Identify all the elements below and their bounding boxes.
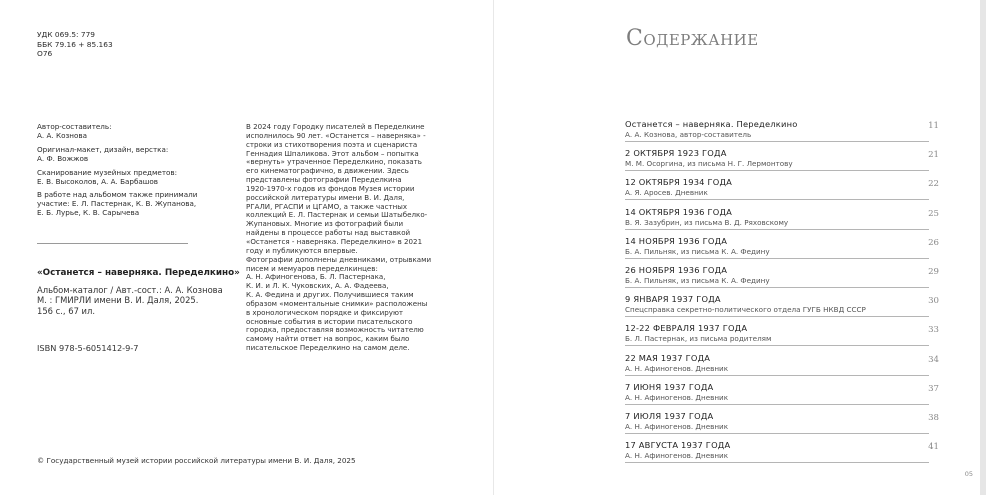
toc-entry-title: 2 ОКТЯБРЯ 1923 ГОДА [625, 148, 727, 159]
toc-entry-author: А. Н. Афиногенов. Дневник [625, 451, 729, 461]
toc-entry-title: 17 АВГУСТА 1937 ГОДА [625, 440, 731, 451]
toc-entry[interactable] [625, 207, 939, 236]
toc-entry-author: А. Н. Афиногенов. Дневник [625, 363, 729, 373]
toc-entry[interactable] [625, 440, 939, 469]
toc-entry-rule [625, 258, 929, 259]
credit-value: участие: Е. Л. Пастернак, К. В. Жупанова, [37, 199, 197, 209]
toc-entry-author: М. М. Осоргина, из письма Н. Г. Лермонтову [625, 159, 793, 169]
toc-entry-title: 12-22 ФЕВРАЛЯ 1937 ГОДА [625, 323, 748, 334]
table-of-contents [625, 119, 939, 469]
biblio-line: 156 с., 67 ил. [37, 305, 96, 316]
toc-entry[interactable] [625, 119, 939, 148]
toc-entry-author: А. А. Кознова, автор-составитель [625, 130, 752, 139]
toc-entry-rule [625, 229, 929, 230]
udk-code: УДК 069.5: 779 [37, 30, 95, 39]
toc-entry-page: 30 [928, 296, 939, 307]
toc-entry-rule [625, 345, 929, 346]
credit-compiler [37, 123, 202, 141]
page-number: 05 [964, 470, 973, 478]
toc-entry[interactable] [625, 353, 939, 382]
toc-entry-title: 14 НОЯБРЯ 1936 ГОДА [625, 235, 728, 246]
credit-label: Автор-составитель: [37, 122, 112, 131]
toc-entry-page: 26 [928, 237, 939, 248]
toc-entry-title: 22 МАЯ 1937 ГОДА [625, 352, 711, 363]
toc-entry-page: 11 [928, 121, 939, 131]
toc-entry-rule [625, 199, 929, 200]
annotation-text: В 2024 году Городку писателей в Переделкине исполнилось 90 лет. «Останется – наверняка» - строки из стихотворения поэта и сценариста Геннадия Шпаликова. Этот альбом – попытка «вернуть» утраченное Переделкино, показать его кинематографично, в движении. Здесь представлены фотографии Переделкина 1920-1970-х годов из фондов Музея истории российской литературы имени В. И. Даля, РГАЛИ, РГАСПИ и ЦГАМО, а также частных коллекций Е. Л. Пастернак и семьи Шатыбелко- Жупановых. Многие из фотографий были найдены в процессе работы над выставкой «Останется - наверняка. Переделкино» в 2021 году и публикуются впервые. Фотографии дополнены дневниками, отрывками писем и мемуаров переделкинцев: А. Н. Афиногенова, Б. Л. Пастернака, К. И. и Л. К. Чуковских, А. А. Фадеева, К. А. Федина и других. Получившиеся таким образом «моментальные снимки» расположены в хронологическом порядке и фиксируют основные события в истории писательского городка, предоставляя возможность читателю самому найти ответ на вопрос, каким было писательское Переделкино на самом деле. [246, 122, 432, 353]
credit-participants [37, 191, 202, 218]
right-page [493, 0, 986, 495]
author-mark: О76 [37, 49, 53, 58]
credit-scanning [37, 169, 202, 187]
toc-entry[interactable] [625, 265, 939, 294]
toc-entry[interactable] [625, 236, 939, 265]
credits [37, 123, 202, 223]
credit-label: В работе над альбомом также принимали [37, 190, 198, 200]
toc-entry-author: Б. А. Пильняк, из письма К. А. Федину [625, 246, 770, 256]
toc-entry-title: 9 ЯНВАРЯ 1937 ГОДА [625, 294, 721, 305]
toc-entry-title: 7 ИЮНЯ 1937 ГОДА [625, 381, 714, 392]
toc-entry-page: 41 [928, 442, 939, 453]
toc-entry-title: 14 ОКТЯБРЯ 1936 ГОДА [625, 206, 733, 217]
toc-entry-title: Останется – наверняка. Переделкино [625, 119, 798, 129]
toc-entry[interactable] [625, 323, 939, 352]
toc-entry[interactable] [625, 294, 939, 323]
toc-entry-author: А. Я. Аросев. Дневник [625, 188, 708, 198]
toc-entry-rule [625, 141, 929, 142]
toc-entry[interactable] [625, 382, 939, 411]
page-edge [980, 0, 986, 495]
credit-value: Е. В. Высоколов, А. А. Барбашов [37, 176, 159, 186]
toc-entry[interactable] [625, 177, 939, 206]
toc-entry-title: 12 ОКТЯБРЯ 1934 ГОДА [625, 177, 733, 188]
bbk-code: ББК 79.16 + 85.163 [37, 39, 113, 49]
toc-entry-rule [625, 170, 929, 171]
toc-entry-author: А. Н. Афиногенов. Дневник [625, 421, 729, 431]
toc-entry[interactable] [625, 411, 939, 440]
toc-entry-author: Б. А. Пильняк, из письма К. А. Федину [625, 275, 770, 285]
book-title: «Останется – наверняка. Переделкино» [37, 268, 240, 278]
toc-entry-page: 34 [928, 354, 939, 365]
divider [37, 243, 188, 244]
toc-entry-page: 33 [928, 325, 939, 336]
toc-entry-title: 7 ИЮЛЯ 1937 ГОДА [625, 410, 714, 421]
toc-entry-page: 38 [928, 412, 939, 423]
toc-entry-rule [625, 316, 929, 317]
toc-entry-page: 25 [928, 208, 939, 219]
toc-entry-rule [625, 404, 929, 405]
credit-label: Сканирование музейных предметов: [37, 167, 178, 177]
biblio-line: М. : ГМИРЛИ имени В. И. Даля, 2025. [37, 295, 199, 306]
toc-heading: Содержание [626, 26, 759, 51]
toc-entry-author: Спецсправка секретно-политического отдела ГУГБ НКВД СССР [625, 305, 866, 315]
toc-entry-rule [625, 462, 929, 463]
isbn: ISBN 978-5-6051412-9-7 [37, 343, 139, 353]
copyright-notice: © Государственный музей истории российской литературы имени В. И. Даля, 2025 [37, 456, 356, 465]
credit-value: А. Ф. Вожжов [37, 153, 89, 163]
credit-value: Е. Б. Лурье, К. В. Сарычева [37, 208, 140, 218]
toc-entry-rule [625, 287, 929, 288]
toc-entry-rule [625, 375, 929, 376]
toc-entry-author: Б. Л. Пастернак, из письма родителям [625, 334, 772, 344]
classification-codes [37, 30, 113, 59]
credit-value: А. А. Кознова [37, 130, 88, 140]
toc-entry[interactable] [625, 148, 939, 177]
toc-entry-rule [625, 433, 929, 434]
toc-entry-author: В. Я. Зазубрин, из письма В. Д. Ряховскому [625, 217, 789, 227]
toc-entry-page: 29 [928, 266, 939, 277]
toc-entry-page: 37 [928, 383, 939, 394]
credit-layout [37, 146, 202, 164]
credit-label: Оригинал-макет, дизайн, верстка: [37, 144, 169, 154]
bibliographic-record [37, 285, 227, 316]
toc-entry-page: 21 [928, 150, 939, 161]
toc-entry-title: 26 НОЯБРЯ 1936 ГОДА [625, 264, 728, 275]
biblio-line: Альбом-каталог / Авт.-сост.: А. А. Кознова [37, 285, 223, 295]
toc-entry-page: 22 [928, 179, 939, 190]
toc-entry-author: А. Н. Афиногенов. Дневник [625, 392, 729, 402]
